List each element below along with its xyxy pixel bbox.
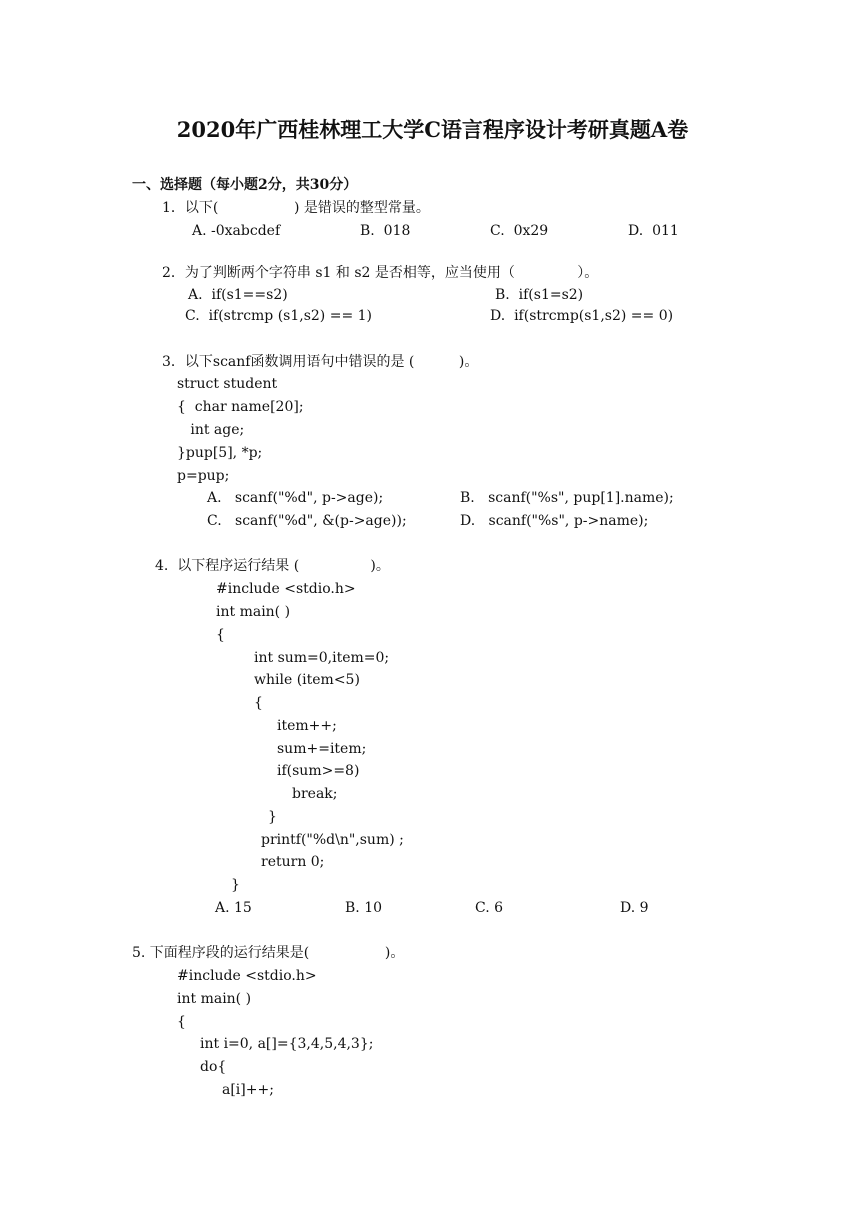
section-heading: 一、选择题（每小题2分，共30分） [132,177,358,193]
question-1-option-b: B. 018 [360,223,411,239]
code-line: sum+=item; [277,741,367,757]
question-4-option-a: A. 15 [215,900,252,916]
page-title: 2020年广西桂林理工大学C语言程序设计考研真题A卷 [176,117,689,142]
code-line: { [177,1014,186,1030]
question-3-option-c: C. scanf("%d", &(p->age)); [207,513,407,529]
code-line: int main( ) [216,604,291,620]
code-line: break; [292,786,338,802]
code-line: item++; [277,718,337,734]
code-line: while (item<5) [254,672,360,688]
question-1-option-d: D. 011 [628,223,679,239]
question-1-stem: 1．以下( ) 是错误的整型常量。 [162,200,430,216]
code-line: } [268,809,277,825]
question-3-option-b: B. scanf("%s", pup[1].name); [460,490,674,506]
question-3-option-d: D. scanf("%s", p->name); [460,513,649,529]
question-4-option-c: C. 6 [475,900,504,916]
question-2-option-b: B. if(s1=s2) [495,287,584,303]
question-1-option-a: A. -0xabcdef [192,223,281,239]
code-line: printf("%d\n",sum) ; [261,832,404,848]
question-5-stem: 5. 下面程序段的运行结果是( )。 [132,945,405,961]
question-4-stem: 4. 以下程序运行结果 ( )。 [155,558,390,574]
code-line: }pup[5], *p; [177,445,263,461]
question-2-option-a: A. if(s1==s2) [188,287,288,303]
code-line: struct student [177,376,278,392]
code-line: do{ [200,1059,227,1075]
code-line: { [216,627,225,643]
code-line: if(sum>=8) [277,763,360,779]
question-3-option-a: A. scanf("%d", p->age); [207,490,384,506]
code-line: int i=0, a[]={3,4,5,4,3}; [200,1036,374,1052]
code-line: } [231,877,240,893]
code-line: int sum=0,item=0; [254,650,390,666]
question-4-option-b: B. 10 [345,900,383,916]
code-line: return 0; [261,854,325,870]
code-line: p=pup; [177,468,230,484]
code-line: int age; [177,422,245,438]
question-2-option-c: C. if(strcmp (s1,s2) == 1) [185,308,373,324]
code-line: { [254,695,263,711]
question-4-option-d: D. 9 [620,900,649,916]
question-2-option-d: D. if(strcmp(s1,s2) == 0) [490,308,674,324]
question-2-stem: 2．为了判断两个字符串 s1 和 s2 是否相等，应当使用（ ）。 [162,265,599,281]
code-line: a[i]++; [222,1082,274,1098]
code-line: #include <stdio.h> [216,581,356,597]
code-line: int main( ) [177,991,252,1007]
question-3-stem: 3．以下scanf函数调用语句中错误的是 ( )。 [162,354,479,370]
code-line: { char name[20]; [177,399,304,415]
question-1-option-c: C. 0x29 [490,223,549,239]
code-line: #include <stdio.h> [177,968,317,984]
